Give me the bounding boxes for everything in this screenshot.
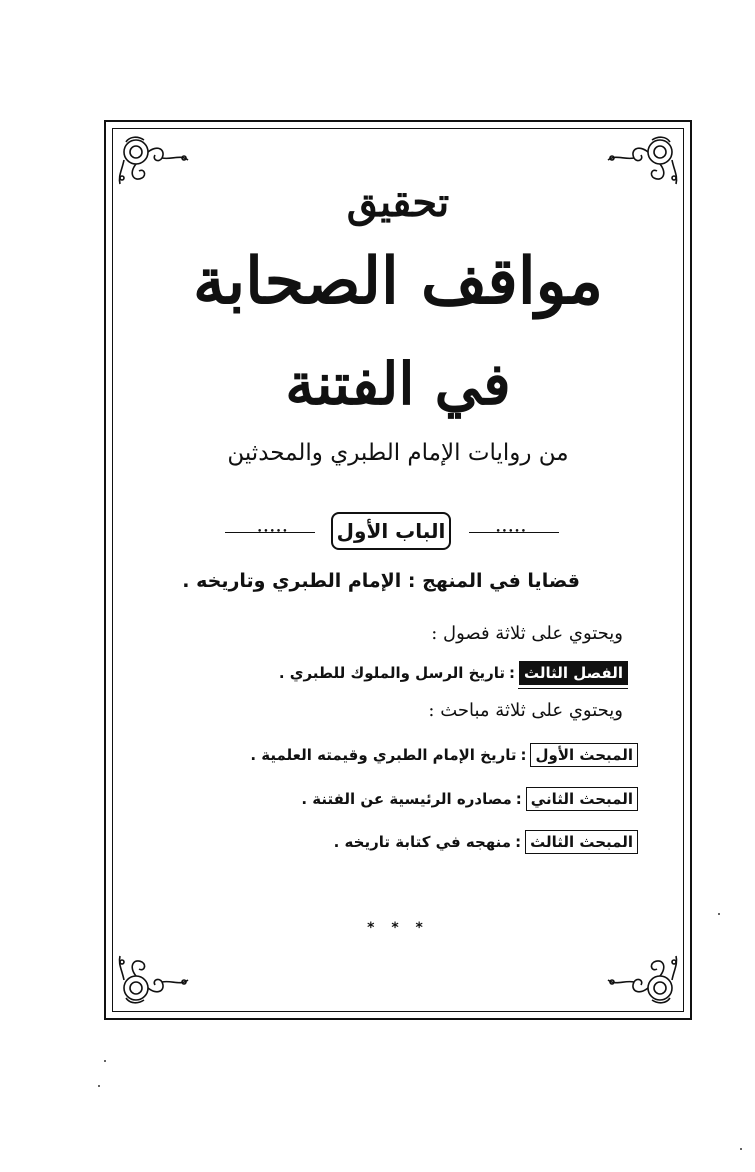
section-row: [168, 660, 628, 686]
chapter-heading-row: [225, 512, 559, 552]
ornament-dots-right: •••••: [495, 527, 527, 537]
section-separator: :: [508, 664, 515, 682]
ornament-dots-left: •••••: [257, 527, 289, 537]
topic-row: [178, 829, 638, 855]
book-title-continuation: في الفتنة: [285, 350, 511, 418]
topic-text: منهجه في كتابة تاريخه .: [333, 833, 512, 851]
topic-separator: :: [515, 833, 522, 851]
contains-sections-text: ويحتوي على ثلاثة فصول :: [431, 623, 623, 644]
title-verification: تحقيق: [346, 179, 450, 226]
scan-speck: [740, 1148, 742, 1150]
chapter-topic: قضايا في المنهج : الإمام الطبري وتاريخه .: [182, 570, 580, 592]
section-label: الفصل الثالث: [519, 661, 628, 685]
corner-ornament-icon: [602, 950, 682, 1010]
scan-speck: [104, 1060, 106, 1062]
scan-speck: [98, 1085, 100, 1087]
topic-row: [178, 786, 638, 812]
contains-topics-text: ويحتوي على ثلاثة مباحث :: [428, 700, 623, 721]
topic-text: مصادره الرئيسية عن الفتنة .: [301, 790, 512, 808]
topic-label: المبحث الثاني: [526, 787, 638, 811]
topic-separator: :: [520, 746, 527, 764]
chapter-label: الباب الأول: [331, 512, 451, 550]
topic-label: المبحث الثالث: [525, 830, 638, 854]
topic-separator: :: [515, 790, 522, 808]
topic-label: المبحث الأول: [530, 743, 638, 767]
topic-row: [178, 742, 638, 768]
corner-ornament-icon: [114, 950, 194, 1010]
scan-speck: [718, 913, 720, 915]
book-subtitle: من روايات الإمام الطبري والمحدثين: [227, 440, 569, 466]
topic-text: تاريخ الإمام الطبري وقيمته العلمية .: [250, 746, 517, 764]
section-text: تاريخ الرسل والملوك للطبري .: [278, 664, 505, 682]
end-mark: * * *: [367, 920, 429, 936]
book-title: مواقف الصحابة: [193, 244, 603, 319]
section-underline: [518, 688, 628, 689]
